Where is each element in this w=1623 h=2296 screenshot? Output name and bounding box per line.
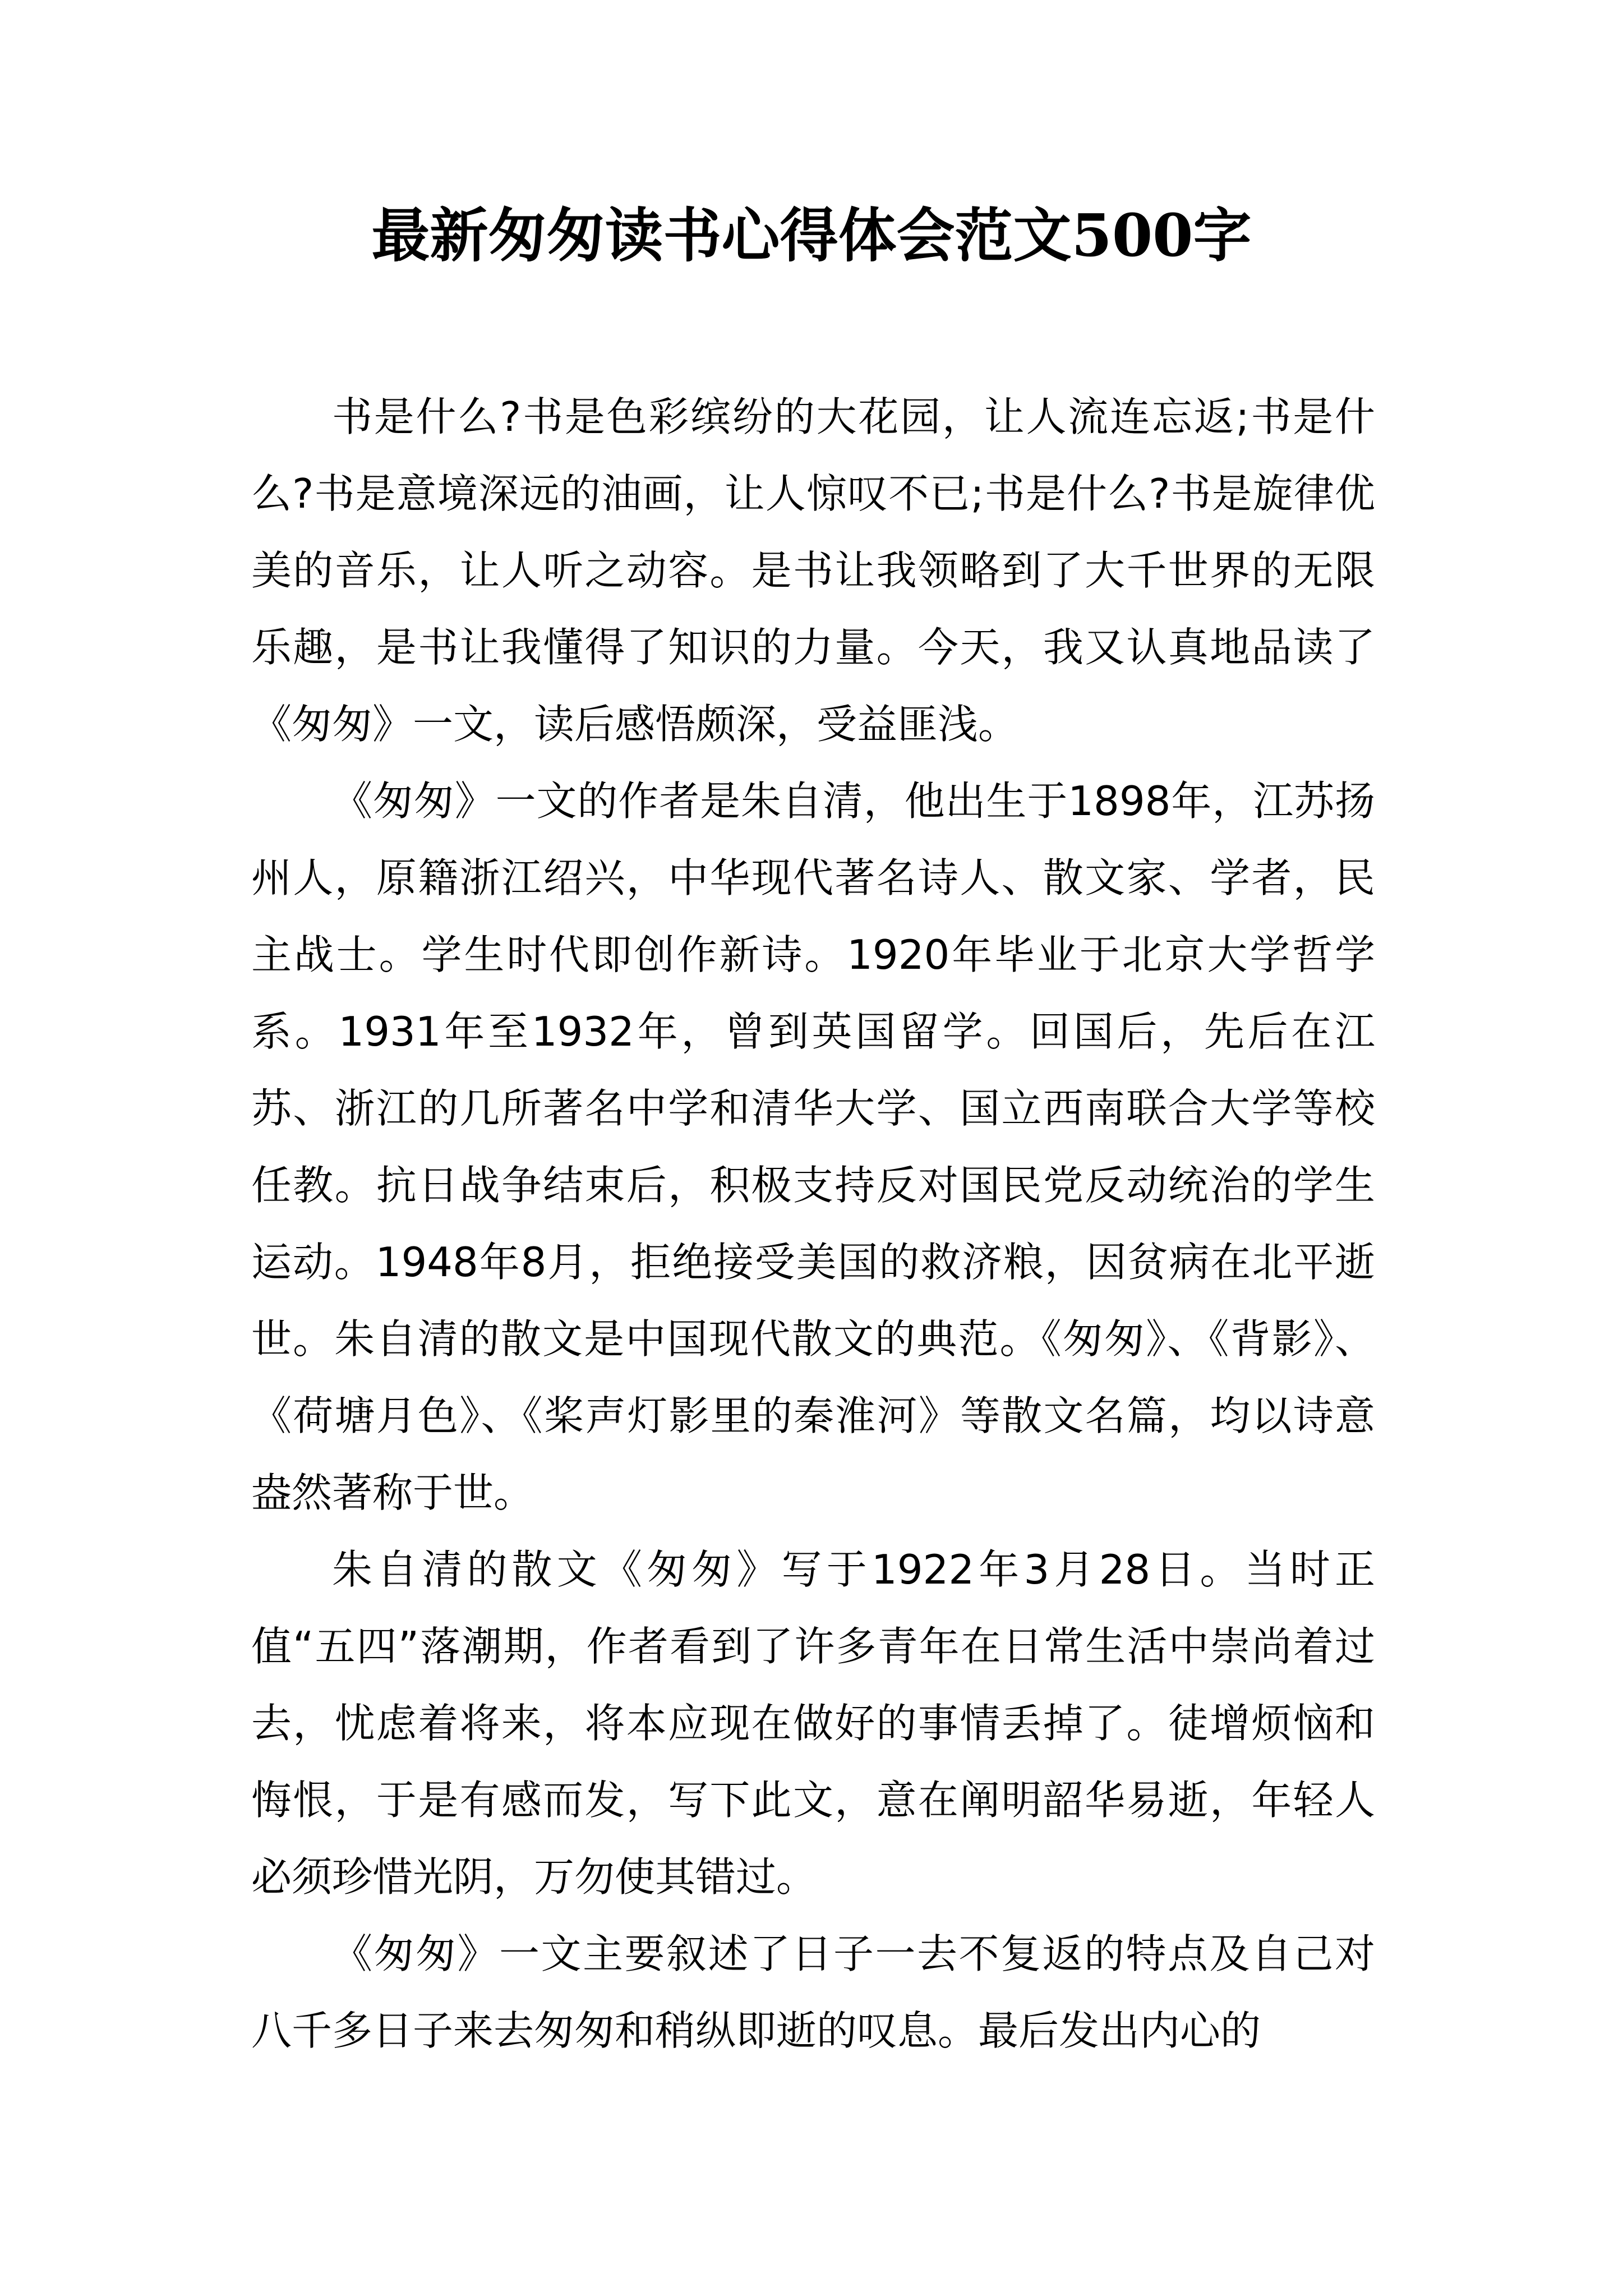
paragraph-3: 朱自清的散文《匆匆》写于1922年3月28日。当时正值“五四”落潮期，作者看到了许多青年在日常生活中崇尚着过去，忧虑着将来，将本应现在做好的事情丢掉了。徒增烦恼和悔恨，于是有感而发，写下此文，意在阐明韶华易逝，年轻人必须珍惜光阴，万勿使其错过。 [251, 1546, 1375, 1901]
document-title: 最新匆匆读书心得体会范文500字 [371, 201, 1252, 270]
paragraph-1: 书是什么?书是色彩缤纷的大花园，让人流连忘返;书是什么?书是意境深远的油画，让人惊叹不已;书是什么?书是旋律优美的音乐，让人听之动容。是书让我领略到了大千世界的无限乐趣，是书让我懂得了知识的力量。今天，我又认真地品读了《匆匆》一文，读后感悟颇深，受益匪浅。 [251, 393, 1375, 748]
paragraph-4: 《匆匆》一文主要叙述了日子一去不复返的特点及自己对八千多日子来去匆匆和稍纵即逝的叹息。最后发出内心的 [251, 1930, 1375, 2054]
document-body [251, 379, 1375, 2069]
paragraph-2: 《匆匆》一文的作者是朱自清，他出生于1898年，江苏扬州人，原籍浙江绍兴，中华现代著名诗人、散文家、学者，民主战士。学生时代即创作新诗。1920年毕业于北京大学哲学系。1931年至1932年，曾到英国留学。回国后，先后在江苏、浙江的几所著名中学和清华大学、国立西南联合大学等校任教。抗日战争结束后，积极支持反对国民党反动统治的学生运动。1948年8月，拒绝接受美国的救济粮，因贫病在北平逝世。朱自清的散文是中国现代散文的典范。《匆匆》、《背影》、《荷塘月色》、《桨声灯影里的秦淮河》等散文名篇，均以诗意盎然著称于世。 [251, 777, 1375, 1516]
